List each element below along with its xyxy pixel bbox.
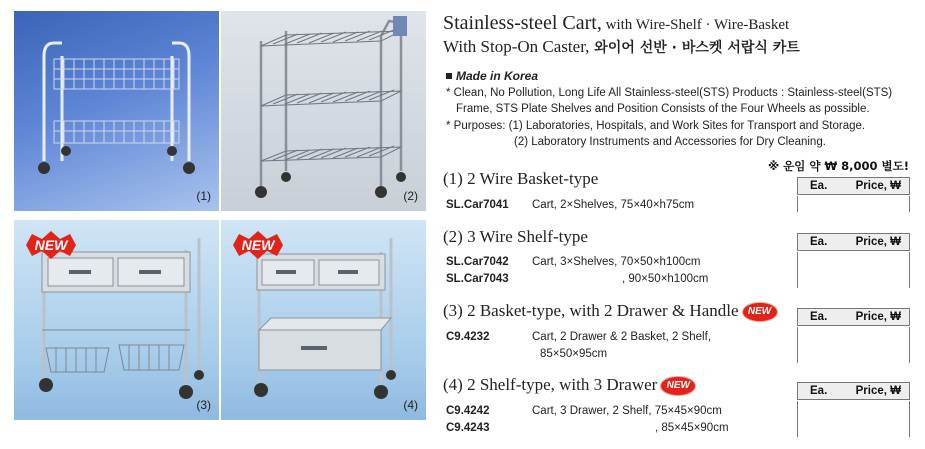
section-title-4: (4) 2 Shelf-type, with 3 Drawer NEW (443, 375, 695, 395)
page-title (443, 12, 789, 35)
section-title-1: (1) 2 Wire Basket-type (443, 169, 599, 188)
product-code: SL.Car7041 (446, 199, 509, 211)
new-badge: NEW (229, 230, 287, 260)
price-header-price: Price, ₩ (855, 385, 901, 397)
price-box (797, 401, 910, 437)
price-header (797, 177, 910, 195)
product-desc: Cart, 2×Shelves, 75×40×h75cm (532, 199, 695, 211)
product-code: C9.4232 (446, 331, 490, 343)
page-subtitle (443, 37, 800, 57)
cart-illustration-2 (221, 11, 426, 211)
product-desc: Cart, 2 Drawer & 2 Basket, 2 Shelf, (532, 331, 711, 343)
price-box (797, 252, 910, 288)
price-header (797, 382, 910, 400)
price-header-price: Price, ₩ (855, 236, 901, 248)
photo-number: (2) (403, 189, 418, 203)
subtitle-ko: 와이어 선반 · 바스켓 서랍식 카트 (589, 40, 800, 56)
title-main: Stainless-steel Cart, (443, 12, 602, 34)
price-box (797, 327, 910, 363)
photo-number: (1) (196, 189, 211, 203)
section-title-3: (3) 2 Basket-type, with 2 Drawer & Handle NEW (443, 301, 777, 321)
shipping-note: ※ 운임 약 ₩ 8,000 별도! (767, 159, 909, 173)
price-header-ea: Ea. (810, 180, 828, 192)
product-code: C9.4243 (446, 422, 490, 434)
title-main-sub: with Wire-Shelf · Wire-Basket (601, 17, 790, 33)
photo-number: (4) (403, 398, 418, 412)
new-badge: NEW (743, 303, 777, 321)
subtitle-en: With Stop-On Caster, (443, 37, 590, 56)
photo-number: (3) (196, 398, 211, 412)
info-line-3: * Purposes: (1) Laboratories, Hospitals, and Work Sites for Transport and Storage. (446, 120, 866, 132)
product-photo-4 (221, 220, 426, 420)
info-line-4: (2) Laboratory Instruments and Accessories for Dry Cleaning. (514, 136, 826, 148)
product-photo-3 (14, 220, 219, 420)
new-badge: NEW (661, 377, 695, 395)
cart-illustration-1 (14, 11, 219, 211)
price-header-ea: Ea. (810, 311, 828, 323)
product-code: C9.4242 (446, 405, 490, 417)
price-header-ea: Ea. (810, 385, 828, 397)
price-header-ea: Ea. (810, 236, 828, 248)
product-desc: , 85×45×90cm (655, 422, 729, 434)
info-line-1: * Clean, No Pollution, Long Life All Stainless-steel(STS) Products : Stainless-steel(STS) (446, 87, 893, 99)
price-box (797, 196, 910, 212)
new-badge: NEW (22, 230, 80, 260)
product-code: SL.Car7043 (446, 273, 509, 285)
price-header (797, 308, 910, 326)
product-desc: Cart, 3 Drawer, 2 Shelf, 75×45×90cm (532, 405, 722, 417)
product-desc: Cart, 3×Shelves, 70×50×h100cm (532, 256, 701, 268)
product-photo-1 (14, 11, 219, 211)
product-code: SL.Car7042 (446, 256, 509, 268)
price-header (797, 233, 910, 251)
made-in-label: Made in Korea (446, 69, 538, 83)
product-desc: , 90×50×h100cm (622, 273, 709, 285)
section-title-2: (2) 3 Wire Shelf-type (443, 227, 588, 246)
price-header-price: Price, ₩ (855, 180, 901, 192)
info-line-2: Frame, STS Plate Shelves and Position Consists of the Four Wheels as possible. (456, 103, 870, 115)
product-photo-2 (221, 11, 426, 211)
price-header-price: Price, ₩ (855, 311, 901, 323)
product-desc-2: 85×50×95cm (540, 348, 608, 360)
